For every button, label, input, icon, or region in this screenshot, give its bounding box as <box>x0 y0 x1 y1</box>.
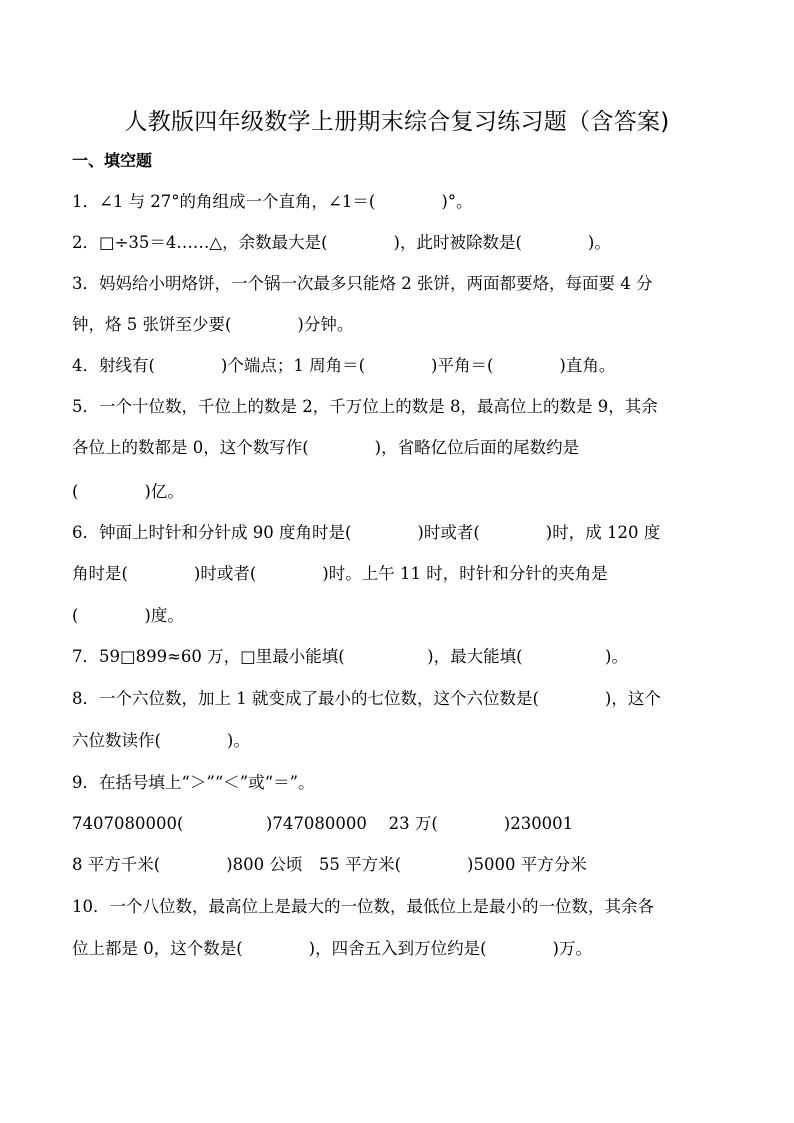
question-3-line-2: 钟，烙 5 张饼至少要( )分钟。 <box>72 315 354 334</box>
question-5-line-3: ( )亿。 <box>72 482 184 501</box>
question-5-line-1: 5．一个十位数，千位上的数是 2，千万位上的数是 8，最高位上的数是 9，其余 <box>72 397 658 416</box>
question-2-line-1: 2．□÷35＝4……△，余数最大是( )，此时被除数是( )。 <box>72 233 611 252</box>
section-heading: 一、填空题 <box>72 151 153 170</box>
question-8-line-1: 8．一个六位数，加上 1 就变成了最小的七位数，这个六位数是( )，这个 <box>72 689 661 708</box>
question-10-line-2: 位上都是 0，这个数是( )，四舍五入到万位约是( )万。 <box>72 939 592 958</box>
question-6-line-3: ( )度。 <box>72 606 184 625</box>
question-9-line-2: 7407080000( )747080000 23 万( )230001 <box>72 814 574 833</box>
question-6-line-2: 角时是( )时或者( )时。上午 11 时，时针和分针的夹角是 <box>72 564 608 583</box>
question-10-line-1: 10．一个八位数，最高位上是最大的一位数，最低位上是最小的一位数，其余各 <box>72 897 654 916</box>
question-4-line-1: 4．射线有( )个端点；1 周角＝( )平角＝( )直角。 <box>72 356 616 375</box>
question-1-line-1: 1．∠1 与 27°的角组成一个直角，∠1＝( )°。 <box>72 192 473 211</box>
question-9-line-1: 9．在括号填上“＞”“＜”或“＝”。 <box>72 773 315 792</box>
question-9-line-3: 8 平方千米( )800 公顷 55 平方米( )5000 平方分米 <box>72 855 587 874</box>
question-6-line-1: 6．钟面上时针和分针成 90 度角时是( )时或者( )时，成 120 度 <box>72 523 661 542</box>
question-8-line-2: 六位数读作( )。 <box>72 731 250 750</box>
question-7-line-1: 7．59□899≈60 万，□里最小能填( )，最大能填( )。 <box>72 647 628 666</box>
question-5-line-2: 各位上的数都是 0，这个数写作( )，省略亿位后面的尾数约是 <box>72 438 580 457</box>
page-title: 人教版四年级数学上册期末综合复习练习题（含答案) <box>124 109 670 135</box>
question-3-line-1: 3．妈妈给小明烙饼，一个锅一次最多只能烙 2 张饼，两面都要烙，每面要 4 分 <box>72 274 653 293</box>
